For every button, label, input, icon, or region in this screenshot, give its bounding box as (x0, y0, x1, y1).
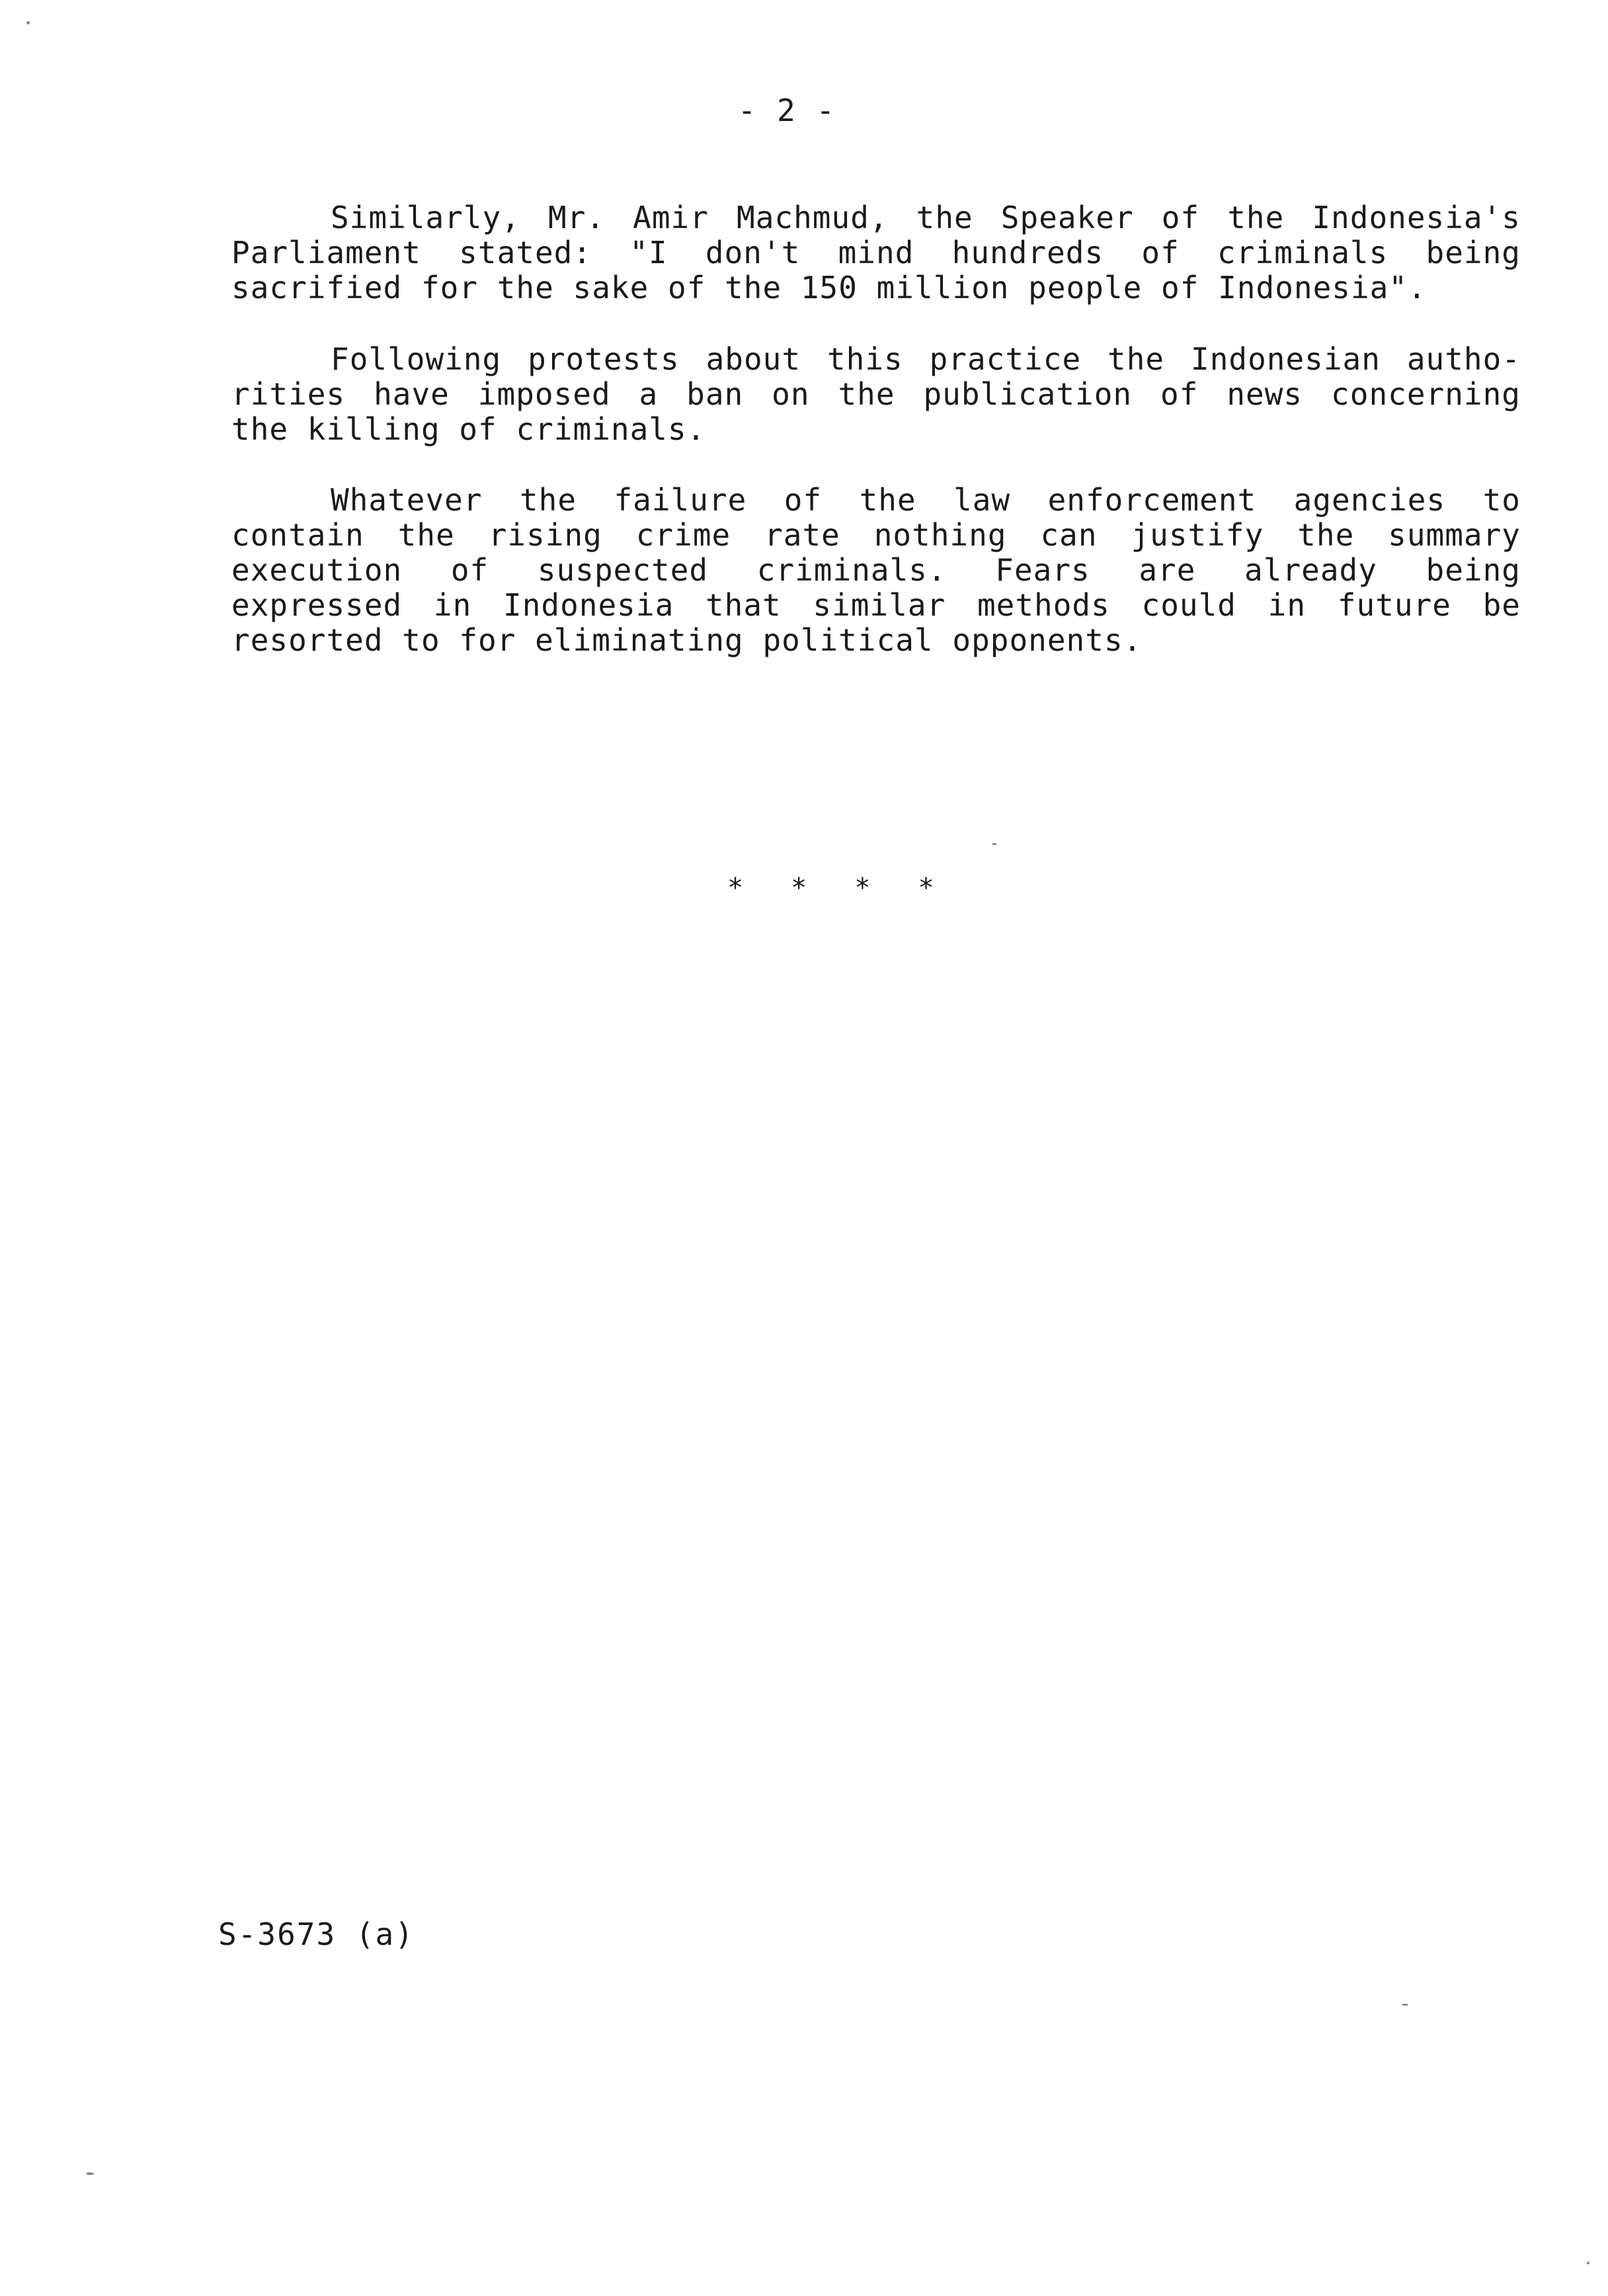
paragraph-line: expressed in Indonesia that similar methods could in future be (231, 587, 1521, 623)
paragraph-line: Whatever the failure of the law enforcement agencies to (331, 482, 1521, 518)
paragraph-line: execution of suspected criminals. Fears are already being (231, 552, 1521, 588)
scan-speck (1402, 2004, 1408, 2006)
paragraph-line: Following protests about this practice the Indonesian autho- (331, 341, 1521, 377)
scan-speck (26, 21, 30, 24)
paragraph-line: resorted to for eliminating political opponents. (231, 622, 1143, 658)
paragraph-line: sacrified for the sake of the 150 million people of Indonesia". (231, 270, 1427, 306)
page-number: - 2 - (737, 93, 836, 128)
scan-speck (992, 843, 997, 845)
paragraph-line: contain the rising crime rate nothing can justify the summary (231, 517, 1521, 553)
paragraph-line: Parliament stated: "I don't mind hundreds of criminals being (231, 235, 1521, 270)
paragraph-speaker-statement (231, 200, 1521, 306)
paragraph-publication-ban (231, 342, 1521, 447)
paragraph-summary-execution (231, 483, 1521, 658)
scan-speck (86, 2172, 94, 2175)
section-separator: * * * * (727, 873, 950, 903)
paragraph-line: rities have imposed a ban on the publication of news concerning (231, 376, 1521, 412)
scan-speck (1587, 2262, 1589, 2264)
paragraph-line: the killing of criminals. (231, 411, 706, 447)
document-reference: S-3673 (a) (218, 1916, 415, 1952)
paragraph-line: Similarly, Mr. Amir Machmud, the Speaker of the Indonesia's (331, 200, 1521, 235)
